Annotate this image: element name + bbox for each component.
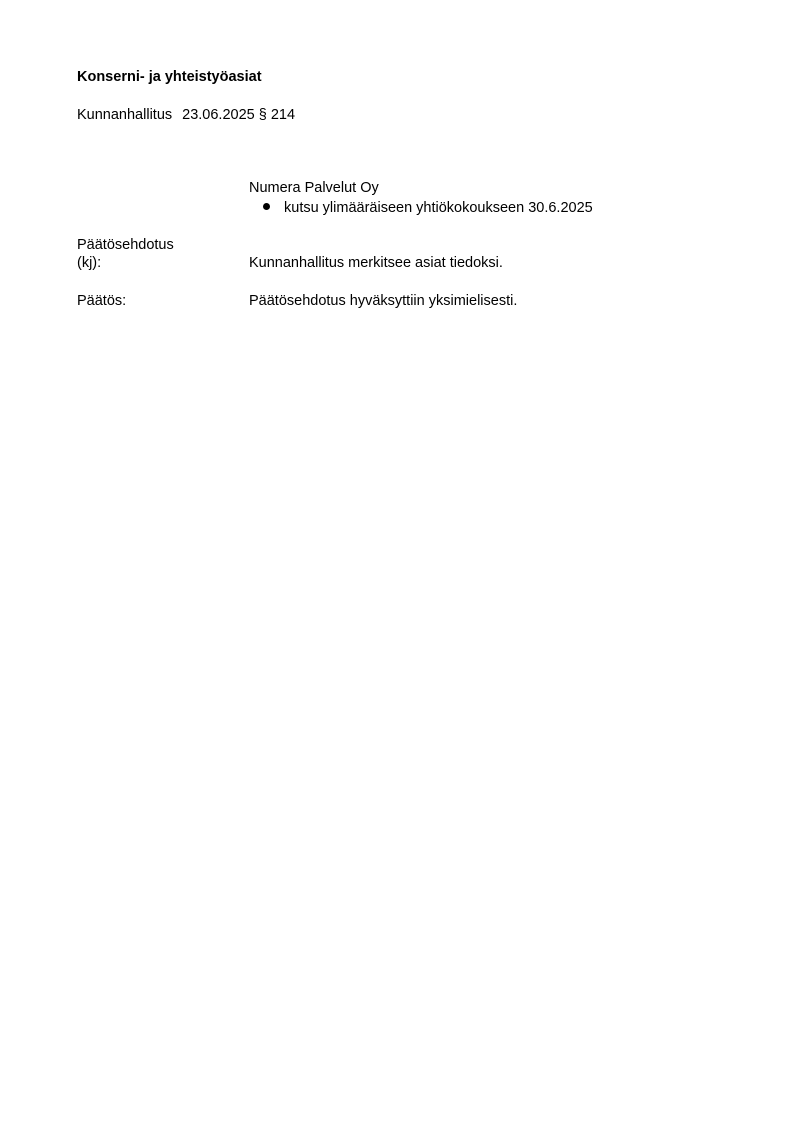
bullet-icon	[263, 203, 270, 210]
proposal-label-suffix: (kj):	[77, 255, 102, 271]
decision-text: Päätösehdotus hyväksyttiin yksimielisesti.	[249, 293, 518, 309]
list-item-text: kutsu ylimääräiseen yhtiökokoukseen 30.6.2025	[284, 200, 593, 216]
proposal-label: Päätösehdotus	[77, 237, 174, 253]
document-title: Konserni- ja yhteistyöasiat	[77, 69, 262, 85]
company-name: Numera Palvelut Oy	[249, 180, 379, 196]
list-item	[263, 199, 593, 217]
meeting-date-section: 23.06.2025 § 214	[182, 107, 296, 123]
meeting-body: Kunnanhallitus	[77, 107, 173, 123]
proposal-text: Kunnanhallitus merkitsee asiat tiedoksi.	[249, 255, 503, 271]
meeting-reference	[77, 106, 295, 124]
decision-label: Päätös:	[77, 293, 127, 309]
